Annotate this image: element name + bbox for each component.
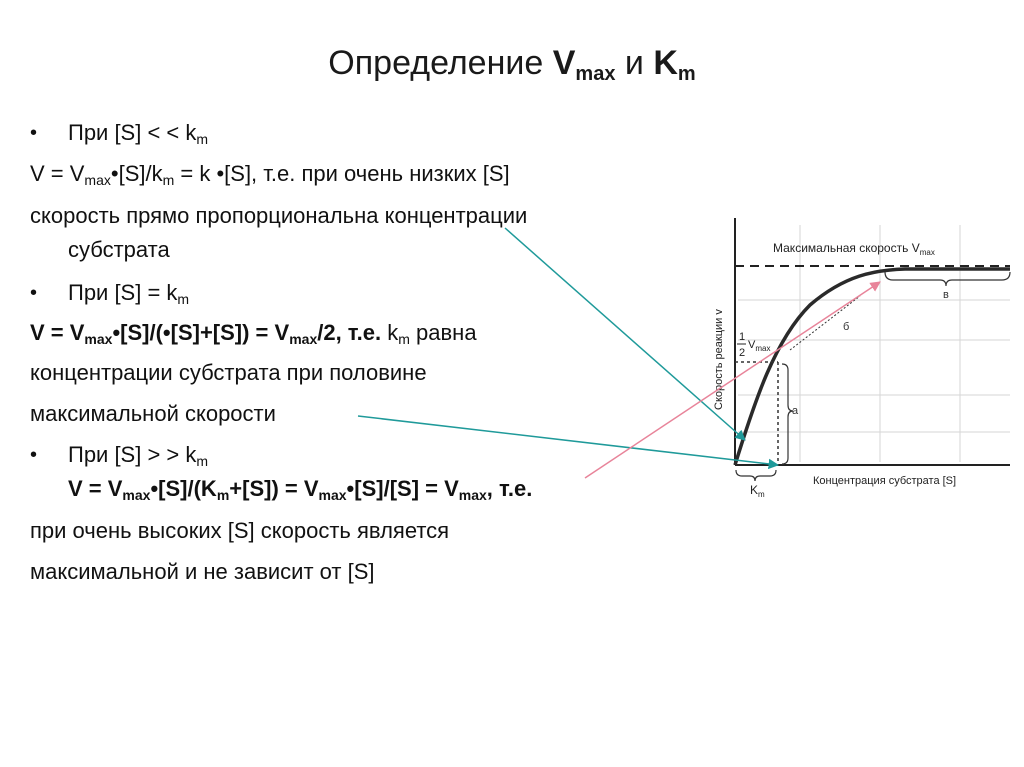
bullet-marker: •: [30, 282, 38, 304]
vmax-label: Максимальная скорость $V_{max}$: [773, 241, 935, 257]
text-line: субстрата: [68, 237, 170, 262]
bullet-low-s: При [S] < < $k_m$: [68, 120, 209, 147]
text-line: концентрации субстрата при половине: [30, 360, 427, 385]
text-line: максимальной скорости: [30, 401, 276, 426]
half-denominator: 2: [739, 347, 746, 359]
graph-grid: [738, 225, 1010, 462]
text-line: при очень высоких [S] скорость является: [30, 518, 450, 543]
label-a: а: [792, 405, 799, 417]
slide-title: Определение $V_{max}$ и $K_m$: [328, 44, 696, 85]
arrow-high-s-to-plateau: [585, 282, 880, 478]
y-axis-label: Скорость реакции v: [713, 309, 725, 410]
bullet-marker: •: [30, 444, 38, 466]
formula-high-s: $V = V_{max}•[S]/(K_m+[S])$ = $V_{max}•[S]/[S] = V_{max}$, т.е.: [68, 476, 533, 503]
saturation-curve: [735, 269, 1010, 465]
x-axis-label: Концентрация субстрата [S]: [813, 475, 957, 487]
label-b: б: [843, 321, 850, 333]
arrow-low-s-to-curve: [505, 228, 745, 440]
arrow-half-vmax-to-km: [358, 416, 778, 465]
km-bracket: [736, 470, 776, 481]
bracket-v: [885, 272, 1010, 286]
label-v: в: [943, 289, 949, 301]
text-line: скорость прямо пропорциональна концентрации: [30, 203, 528, 228]
formula-equal-s: $V = V_{max}•[S]/(•[S]+[S]) = V_{max}/2$, т.е. $k_m$ равна: [30, 320, 477, 347]
bullet-marker: •: [30, 122, 38, 144]
half-vmax-label: $V_{max}$: [748, 339, 771, 353]
half-numerator: 1: [739, 331, 746, 343]
bullet-high-s: При [S] > > $k_m$: [68, 442, 209, 469]
formula-low-s: $V = V_{max}•[S]/k_m = k$ •[S], т.е. при очень низких [S]: [30, 161, 510, 188]
bullet-equal-s: При $[S] = k_m$: [68, 280, 190, 307]
km-label: $K_m$: [750, 483, 765, 499]
text-line: максимальной и не зависит от [S]: [30, 559, 375, 584]
